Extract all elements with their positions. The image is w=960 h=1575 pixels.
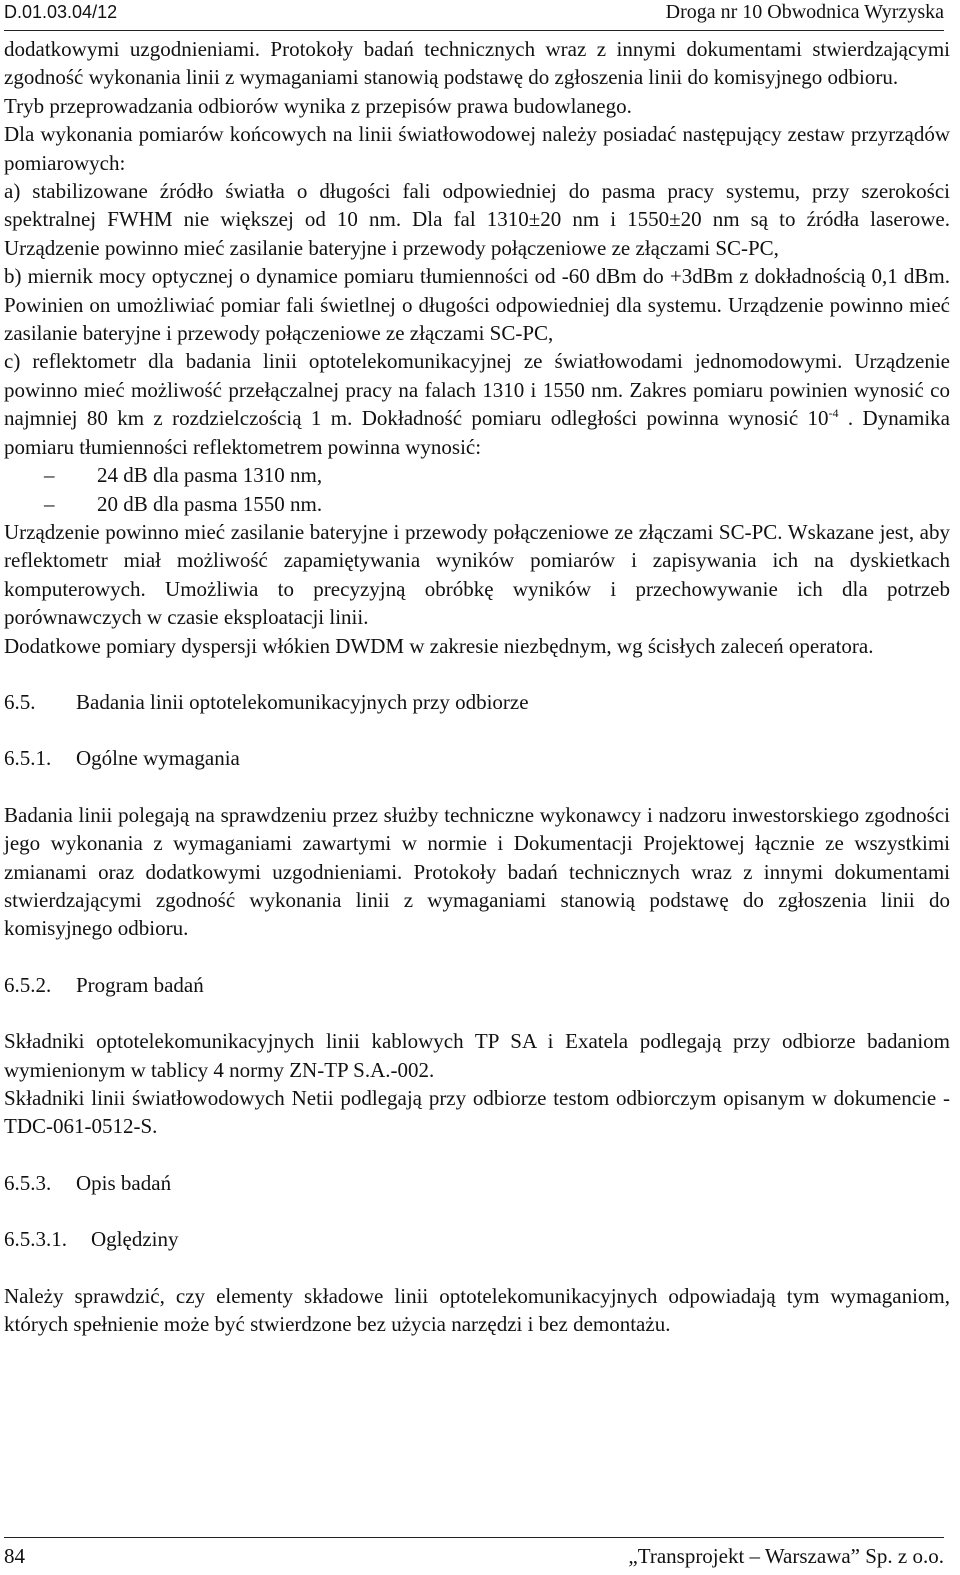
section-number: 6.5.3. xyxy=(4,1170,52,1195)
section-heading-6-5-2 xyxy=(4,971,950,999)
section-heading-6-5 xyxy=(4,688,950,716)
paragraph-reflectometer-power: Urządzenie powinno mieć zasilanie bateryjne i przewody połączeniowe ze złączami SC-PC. Wskazane jest, aby reflektometr miał możliwość zapamiętywania wyników pomiarów i zapisywania ich na dyskietkach komputerowych. Umożliwia to precyzyjną obróbkę wyników i przechowywanie ich dla potrzeb porównawczych w czasie eksploatacji linii. xyxy=(4,519,950,630)
item-c-text: c) reflektometr dla badania linii optotelekomunikacyjnej ze światłowodami jednomodowymi. Urządzenie powinno mieć możliwość przełączalnej pracy na falach 1310 i 1550 nm. Zakres pomiaru powinien wynosić co najmniej 80 km z rozdzielczością 1 m. Dokładność pomiaru odległości powinna wynosić 10 xyxy=(4,349,950,431)
paragraph-procedure: Tryb przeprowadzania odbiorów wynika z przepisów prawa budowlanego. xyxy=(4,93,632,118)
paragraph-item-a: a) stabilizowane źródło światła o długości fali odpowiedniej do pasma pracy systemu, przy szerokości spektralnej FWHM nie większej od 10 nm. Dla fal 1310±20 nm i 1550±20 nm są to źródła laserowe. Urządzenie powinno mieć zasilanie bateryjne i przewody połączeniowe ze złączami SC-PC, xyxy=(4,179,950,260)
section-heading-6-5-3-1 xyxy=(4,1225,950,1253)
document-code: D.01.03.04/12 xyxy=(4,2,118,22)
dash-list-item xyxy=(4,461,950,489)
paragraph-protocols: dodatkowymi uzgodnieniami. Protokoły badań technicznych wraz z innymi dokumentami stwierdzającymi zgodność wykonania linii z wymaganiami stanowią podstawę do zgłoszenia linii do komisyjnego odbioru. xyxy=(4,37,950,90)
paragraph-instruments-intro: Dla wykonania pomiarów końcowych na linii światłowodowej należy posiadać następujący zestaw przyrządów pomiarowych: xyxy=(4,122,950,175)
dash-text: 20 dB dla pasma 1550 nm. xyxy=(97,491,323,516)
dash-list-item xyxy=(4,490,950,518)
paragraph-item-c xyxy=(4,347,950,461)
section-heading-6-5-3 xyxy=(4,1169,950,1197)
section-number: 6.5.1. xyxy=(4,746,52,771)
dash-mark: – xyxy=(44,491,55,516)
section-title: Oględziny xyxy=(91,1227,179,1252)
section-heading-6-5-1 xyxy=(4,744,950,772)
page-number: 84 xyxy=(4,1544,25,1568)
dash-text: 24 dB dla pasma 1310 nm, xyxy=(97,463,323,488)
paragraph-program-netia: Składniki linii światłowodowych Netii podlegają przy odbiorze testom odbiorczym opisanym w dokumencie - TDC-061-0512-S. xyxy=(4,1086,950,1139)
section-number: 6.5. xyxy=(4,689,36,714)
section-title: Program badań xyxy=(76,972,204,997)
paragraph-dwdm: Dodatkowe pomiary dyspersji włókien DWDM w zakresie niezbędnym, wg ścisłych zaleceń operatora. xyxy=(4,633,874,658)
page-footer xyxy=(4,1537,944,1575)
document-title: Droga nr 10 Obwodnica Wyrzyska xyxy=(665,1,944,23)
section-title: Badania linii optotelekomunikacyjnych przy odbiorze xyxy=(76,689,529,714)
company-name: „Transprojekt – Warszawa” Sp. z o.o. xyxy=(628,1544,944,1568)
section-number: 6.5.2. xyxy=(4,972,52,997)
section-title: Ogólne wymagania xyxy=(76,746,240,771)
paragraph-inspection: Należy sprawdzić, czy elementy składowe linii optotelekomunikacyjnych odpowiadają tym wymaganiom, których spełnienie może być stwierdzone bez użycia narzędzi i bez demontażu. xyxy=(4,1283,950,1337)
page-content xyxy=(4,35,950,1338)
paragraph-program-tp: Składniki optotelekomunikacyjnych linii kablowych TP SA i Exatela podlegają przy odbiorze badaniom wymienionym w tablicy 4 normy ZN-TP S.A.-002. xyxy=(4,1029,950,1082)
section-title: Opis badań xyxy=(76,1170,172,1195)
dash-mark: – xyxy=(44,463,55,488)
page-header xyxy=(4,0,944,31)
item-c-text-end: . Dynamika pomiaru tłumienności reflektometrem powinna wynosić: xyxy=(4,406,951,459)
paragraph-general-requirements: Badania linii polegają na sprawdzeniu przez służby techniczne wykonawcy i nadzoru inwestorskiego zgodności jego wykonania z wymaganiami zawartymi w normie i Dokumentacji Projektowej łącznie ze wszystkimi zmianami oraz dodatkowymi uzgodnieniami. Protokoły badań technicznych wraz z innymi dokumentami stwierdzającymi zgodność wykonania linii z wymaganiami stanowią podstawę do zgłoszenia linii do komisyjnego odbioru. xyxy=(4,802,950,941)
item-c-exponent: -4 xyxy=(828,406,839,421)
paragraph-item-b: b) miernik mocy optycznej o dynamice pomiaru tłumienności od -60 dBm do +3dBm z dokładnością 0,1 dBm. Powinien on umożliwiać pomiar fali świetlnej o długości odpowiedniej dla systemu. Urządzenie powinno mieć zasilanie bateryjne i przewody połączeniowe ze złączami SC-PC, xyxy=(4,264,950,346)
section-number: 6.5.3.1. xyxy=(4,1227,67,1252)
